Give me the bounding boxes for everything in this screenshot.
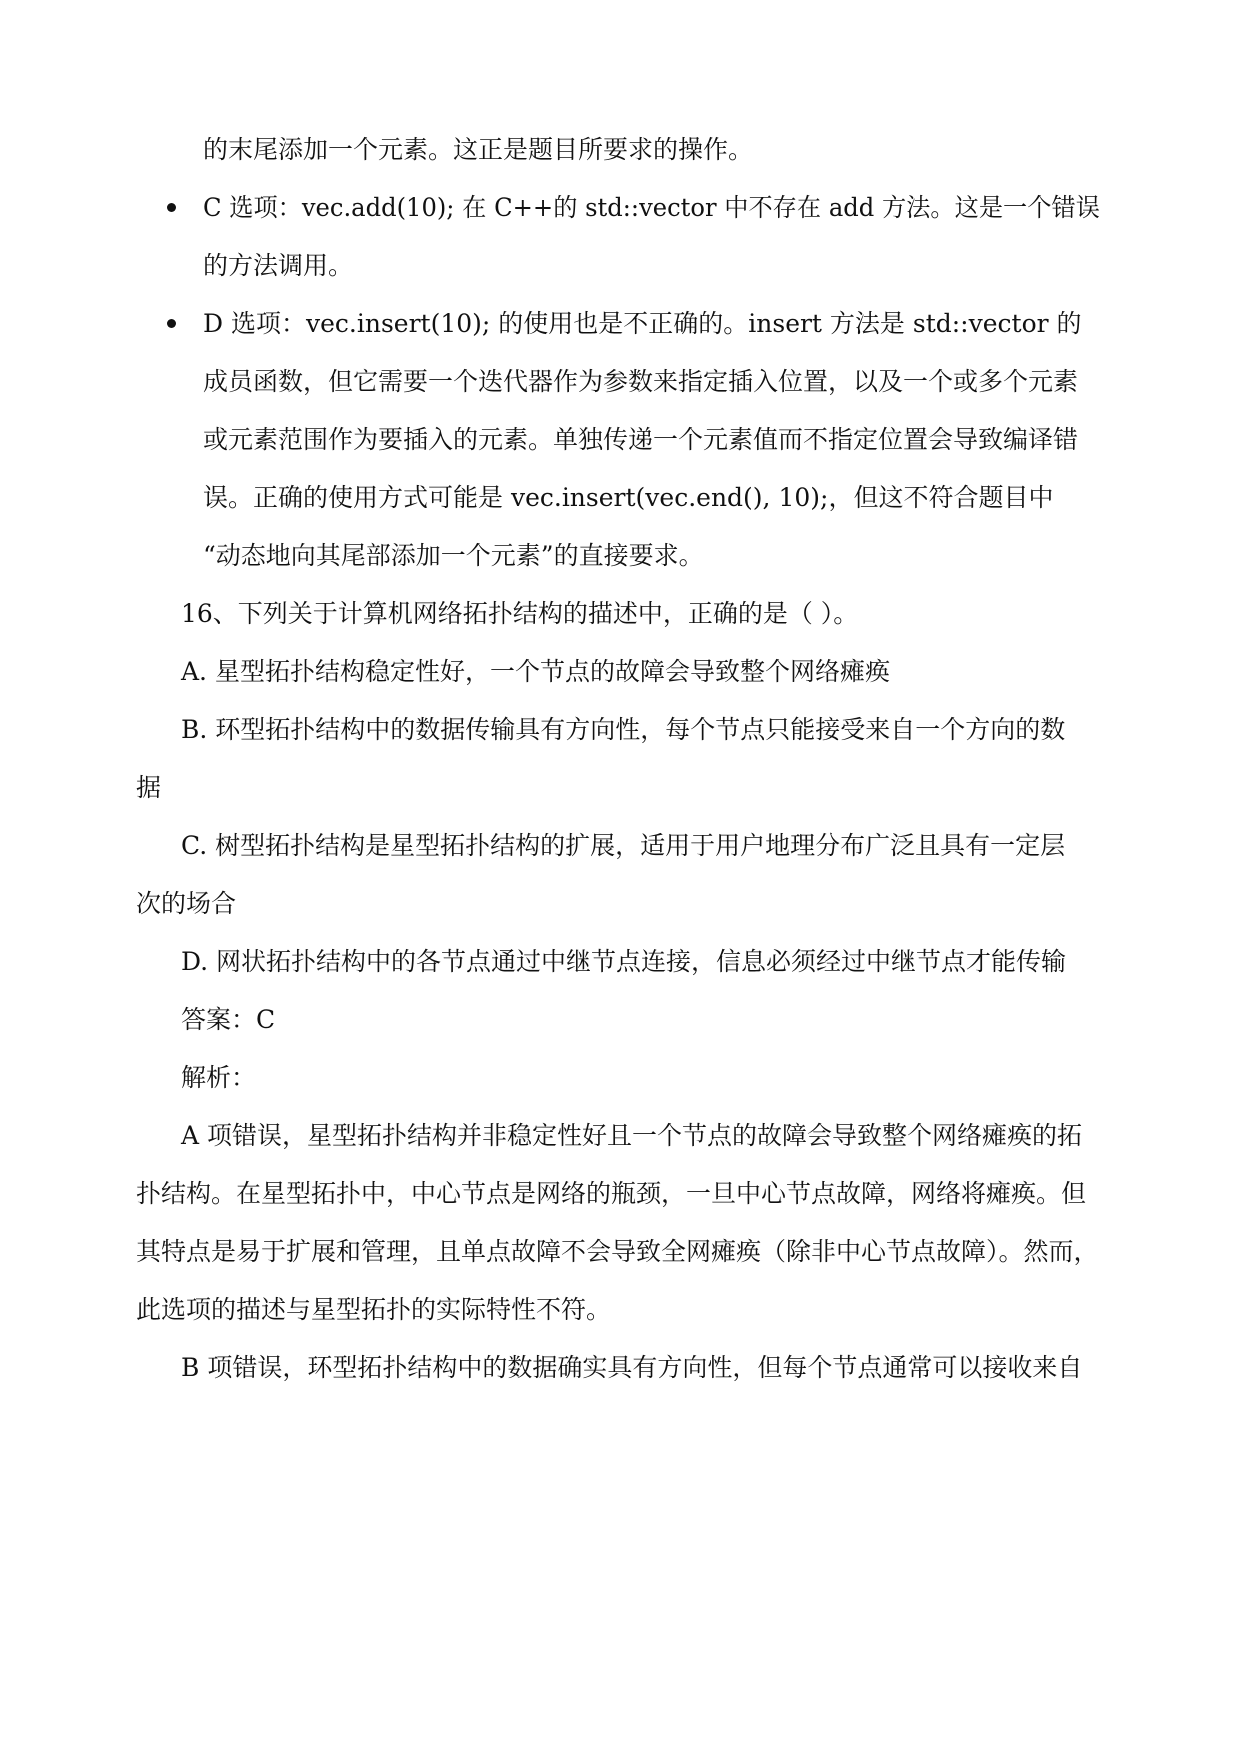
option-c-cont: 次的场合 (136, 889, 237, 918)
text-line: 成员函数，但它需要一个迭代器作为参数来指定插入位置，以及一个或多个元素 (203, 367, 1079, 396)
bullet-icon (167, 319, 176, 328)
text-line: 或元素范围作为要插入的元素。单独传递一个元素值而不指定位置会导致编译错 (203, 425, 1079, 454)
text-line: “动态地向其尾部添加一个元素”的直接要求。 (203, 541, 704, 570)
analysis-heading: 解析： (181, 1063, 257, 1092)
option-a: A. 星型拓扑结构稳定性好，一个节点的故障会导致整个网络瘫痪 (181, 657, 890, 686)
option-b-cont: 据 (136, 773, 162, 802)
bullet-icon (167, 203, 176, 212)
text-line: C 选项：vec.add(10); 在 C++的 std::vector 中不存在 add 方法。这是一个错误 (203, 193, 1100, 222)
text-line: 扑结构。在星型拓扑中，中心节点是网络的瓶颈，一旦中心节点故障，网络将瘫痪。但 (136, 1179, 1087, 1208)
answer-line: 答案：C (181, 1005, 276, 1034)
text-line: D 选项：vec.insert(10); 的使用也是不正确的。insert 方法是 std::vector 的 (203, 309, 1082, 338)
option-c: C. 树型拓扑结构是星型拓扑结构的扩展，适用于用户地理分布广泛且具有一定层 (181, 831, 1066, 860)
option-d: D. 网状拓扑结构中的各节点通过中继节点连接，信息必须经过中继节点才能传输 (181, 947, 1067, 976)
text-line: 其特点是易于扩展和管理，且单点故障不会导致全网瘫痪（除非中心节点故障）。然而， (136, 1237, 1099, 1266)
text-line: 此选项的描述与星型拓扑的实际特性不符。 (136, 1295, 612, 1324)
text-line: B 项错误，环型拓扑结构中的数据确实具有方向性，但每个节点通常可以接收来自 (181, 1353, 1083, 1382)
text-line: 误。正确的使用方式可能是 vec.insert(vec.end(), 10);，但这不符合题目中 (203, 483, 1054, 512)
text-line: A 项错误，星型拓扑结构并非稳定性好且一个节点的故障会导致整个网络瘫痪的拓 (181, 1121, 1083, 1150)
question-title: 16、下列关于计算机网络拓扑结构的描述中，正确的是（ ）。 (181, 599, 859, 628)
text-line: 的末尾添加一个元素。这正是题目所要求的操作。 (203, 135, 754, 164)
text-line: 的方法调用。 (203, 251, 354, 280)
option-b: B. 环型拓扑结构中的数据传输具有方向性，每个节点只能接受来自一个方向的数 (181, 715, 1066, 744)
